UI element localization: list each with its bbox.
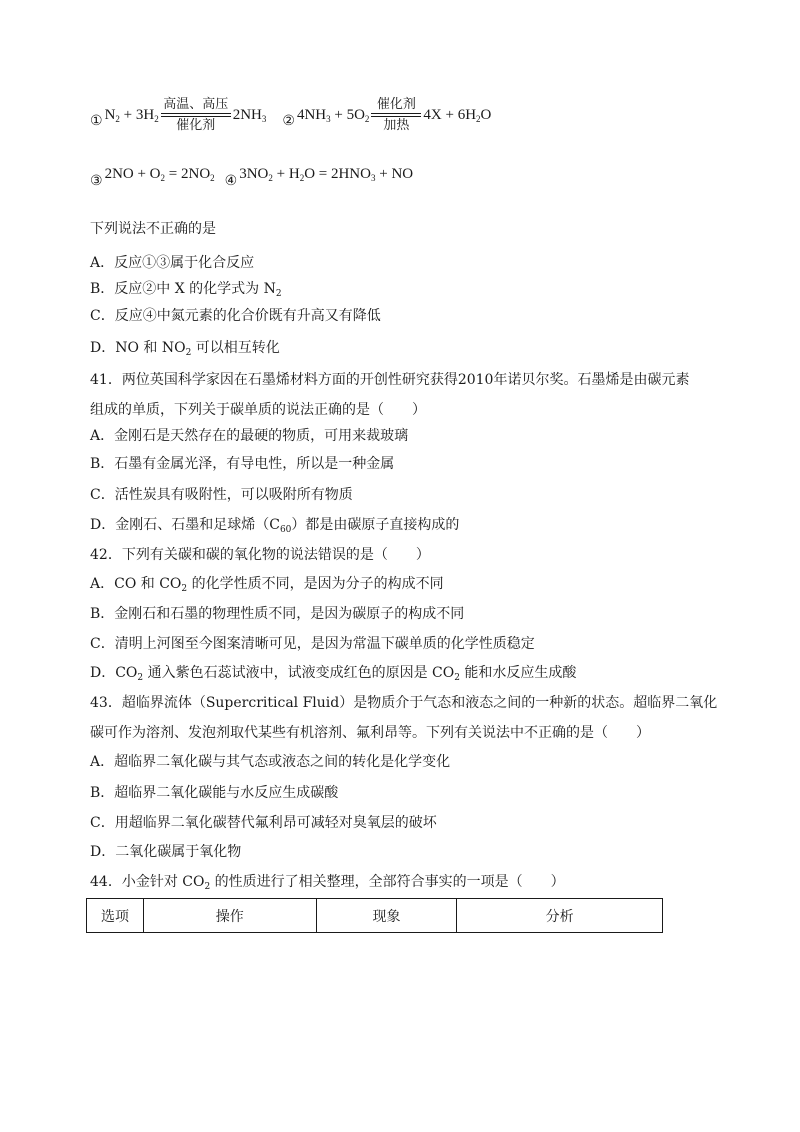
q40-stem: 下列说法不正确的是 — [90, 221, 216, 237]
q44-table — [86, 898, 663, 933]
q40-option-d: D．NO 和 $NO_2$ 可以相互转化 — [90, 340, 280, 358]
table-header-row — [87, 899, 663, 933]
q43-stem-line2: 碳可作为溶剂、发泡剂取代某些有机溶剂、氟利昂等。下列有关说法中不正确的是（ ） — [90, 725, 650, 741]
q41-option-a: A．金刚石是天然存在的最硬的物质，可用来裁玻璃 — [90, 428, 409, 444]
q41-option-c: C．活性炭具有吸附性，可以吸附所有物质 — [90, 487, 353, 503]
equation-row-2 — [90, 166, 414, 189]
eq3-number: ③ — [90, 172, 103, 189]
eq2-lhs: $4NH_3 + 5O_2$ — [296, 106, 370, 124]
eq1-condition: 高温、高压 催化剂 — [161, 96, 231, 134]
table-header-cell: 选项 — [87, 899, 144, 933]
q41-option-b: B．石墨有金属光泽，有导电性，所以是一种金属 — [90, 456, 395, 472]
eq1-number: ① — [90, 113, 103, 129]
q44-stem: 44．小金针对 $CO_2$ 的性质进行了相关整理，全部符合事实的一项是（ ） — [90, 874, 565, 892]
q43-option-a: A．超临界二氧化碳与其气态或液态之间的转化是化学变化 — [90, 754, 451, 770]
q41-stem-line2: 组成的单质，下列关于碳单质的说法正确的是（ ） — [90, 402, 426, 418]
table-header-cell: 操作 — [143, 899, 316, 933]
table-header-cell: 分析 — [457, 899, 663, 933]
eq4-body: $3NO_2 + H_2O = 2HNO_3$ + NO — [239, 166, 414, 183]
eq3-body: $2NO + O_2 = 2NO_2$ — [104, 166, 215, 183]
q43-stem-line1: 43．超临界流体（Supercritical Fluid）是物质介于气态和液态之间的一种新的状态。超临界二氧化 — [90, 695, 718, 711]
q43-option-c: C．用超临界二氧化碳替代氟利昂可减轻对臭氧层的破坏 — [90, 815, 437, 831]
eq1-lhs: $N_2 + 3H_2$ — [104, 106, 159, 124]
q42-stem: 42．下列有关碳和碳的氧化物的说法错误的是（ ） — [90, 547, 430, 563]
eq4-number: ④ — [224, 172, 238, 189]
eq2-rhs: $4X + 6H_2O$ — [423, 106, 492, 124]
q43-option-b: B．超临界二氧化碳能与水反应生成碳酸 — [90, 785, 339, 801]
q42-option-b: B．金刚石和石墨的物理性质不同，是因为碳原子的构成不同 — [90, 606, 465, 622]
q42-option-c: C．清明上河图至今图案清晰可见，是因为常温下碳单质的化学性质稳定 — [90, 636, 535, 652]
eq1-rhs: $2NH_3$ — [232, 106, 267, 124]
q41-stem-line1: 41．两位英国科学家因在石墨烯材料方面的开创性研究获得2010年诺贝尔奖。石墨烯是由碳元素 — [90, 372, 690, 388]
q40-option-c: C．反应④中氮元素的化合价既有升高又有降低 — [90, 308, 381, 324]
eq2-condition: 催化剂 加热 — [371, 96, 421, 134]
q40-option-a: A．反应①③属于化合反应 — [90, 255, 255, 271]
q41-option-d: D．金刚石、石墨和足球烯$(C_{60})$都是由碳原子直接构成的 — [90, 517, 460, 535]
eq2-number: ② — [282, 113, 295, 129]
q42-option-a: A．CO 和 $CO_2$ 的化学性质不同，是因为分子的构成不同 — [90, 576, 444, 594]
table-header-cell: 现象 — [316, 899, 457, 933]
q40-option-b: B．反应②中 X 的化学式为 $N_2$ — [90, 281, 282, 299]
equation-row-1 — [90, 96, 491, 134]
q42-option-d: D．$CO_2$ 通入紫色石蕊试液中，试液变成红色的原因是 $CO_2$ 能和水反应生成酸 — [90, 665, 577, 683]
q43-option-d: D．二氧化碳属于氧化物 — [90, 844, 242, 860]
